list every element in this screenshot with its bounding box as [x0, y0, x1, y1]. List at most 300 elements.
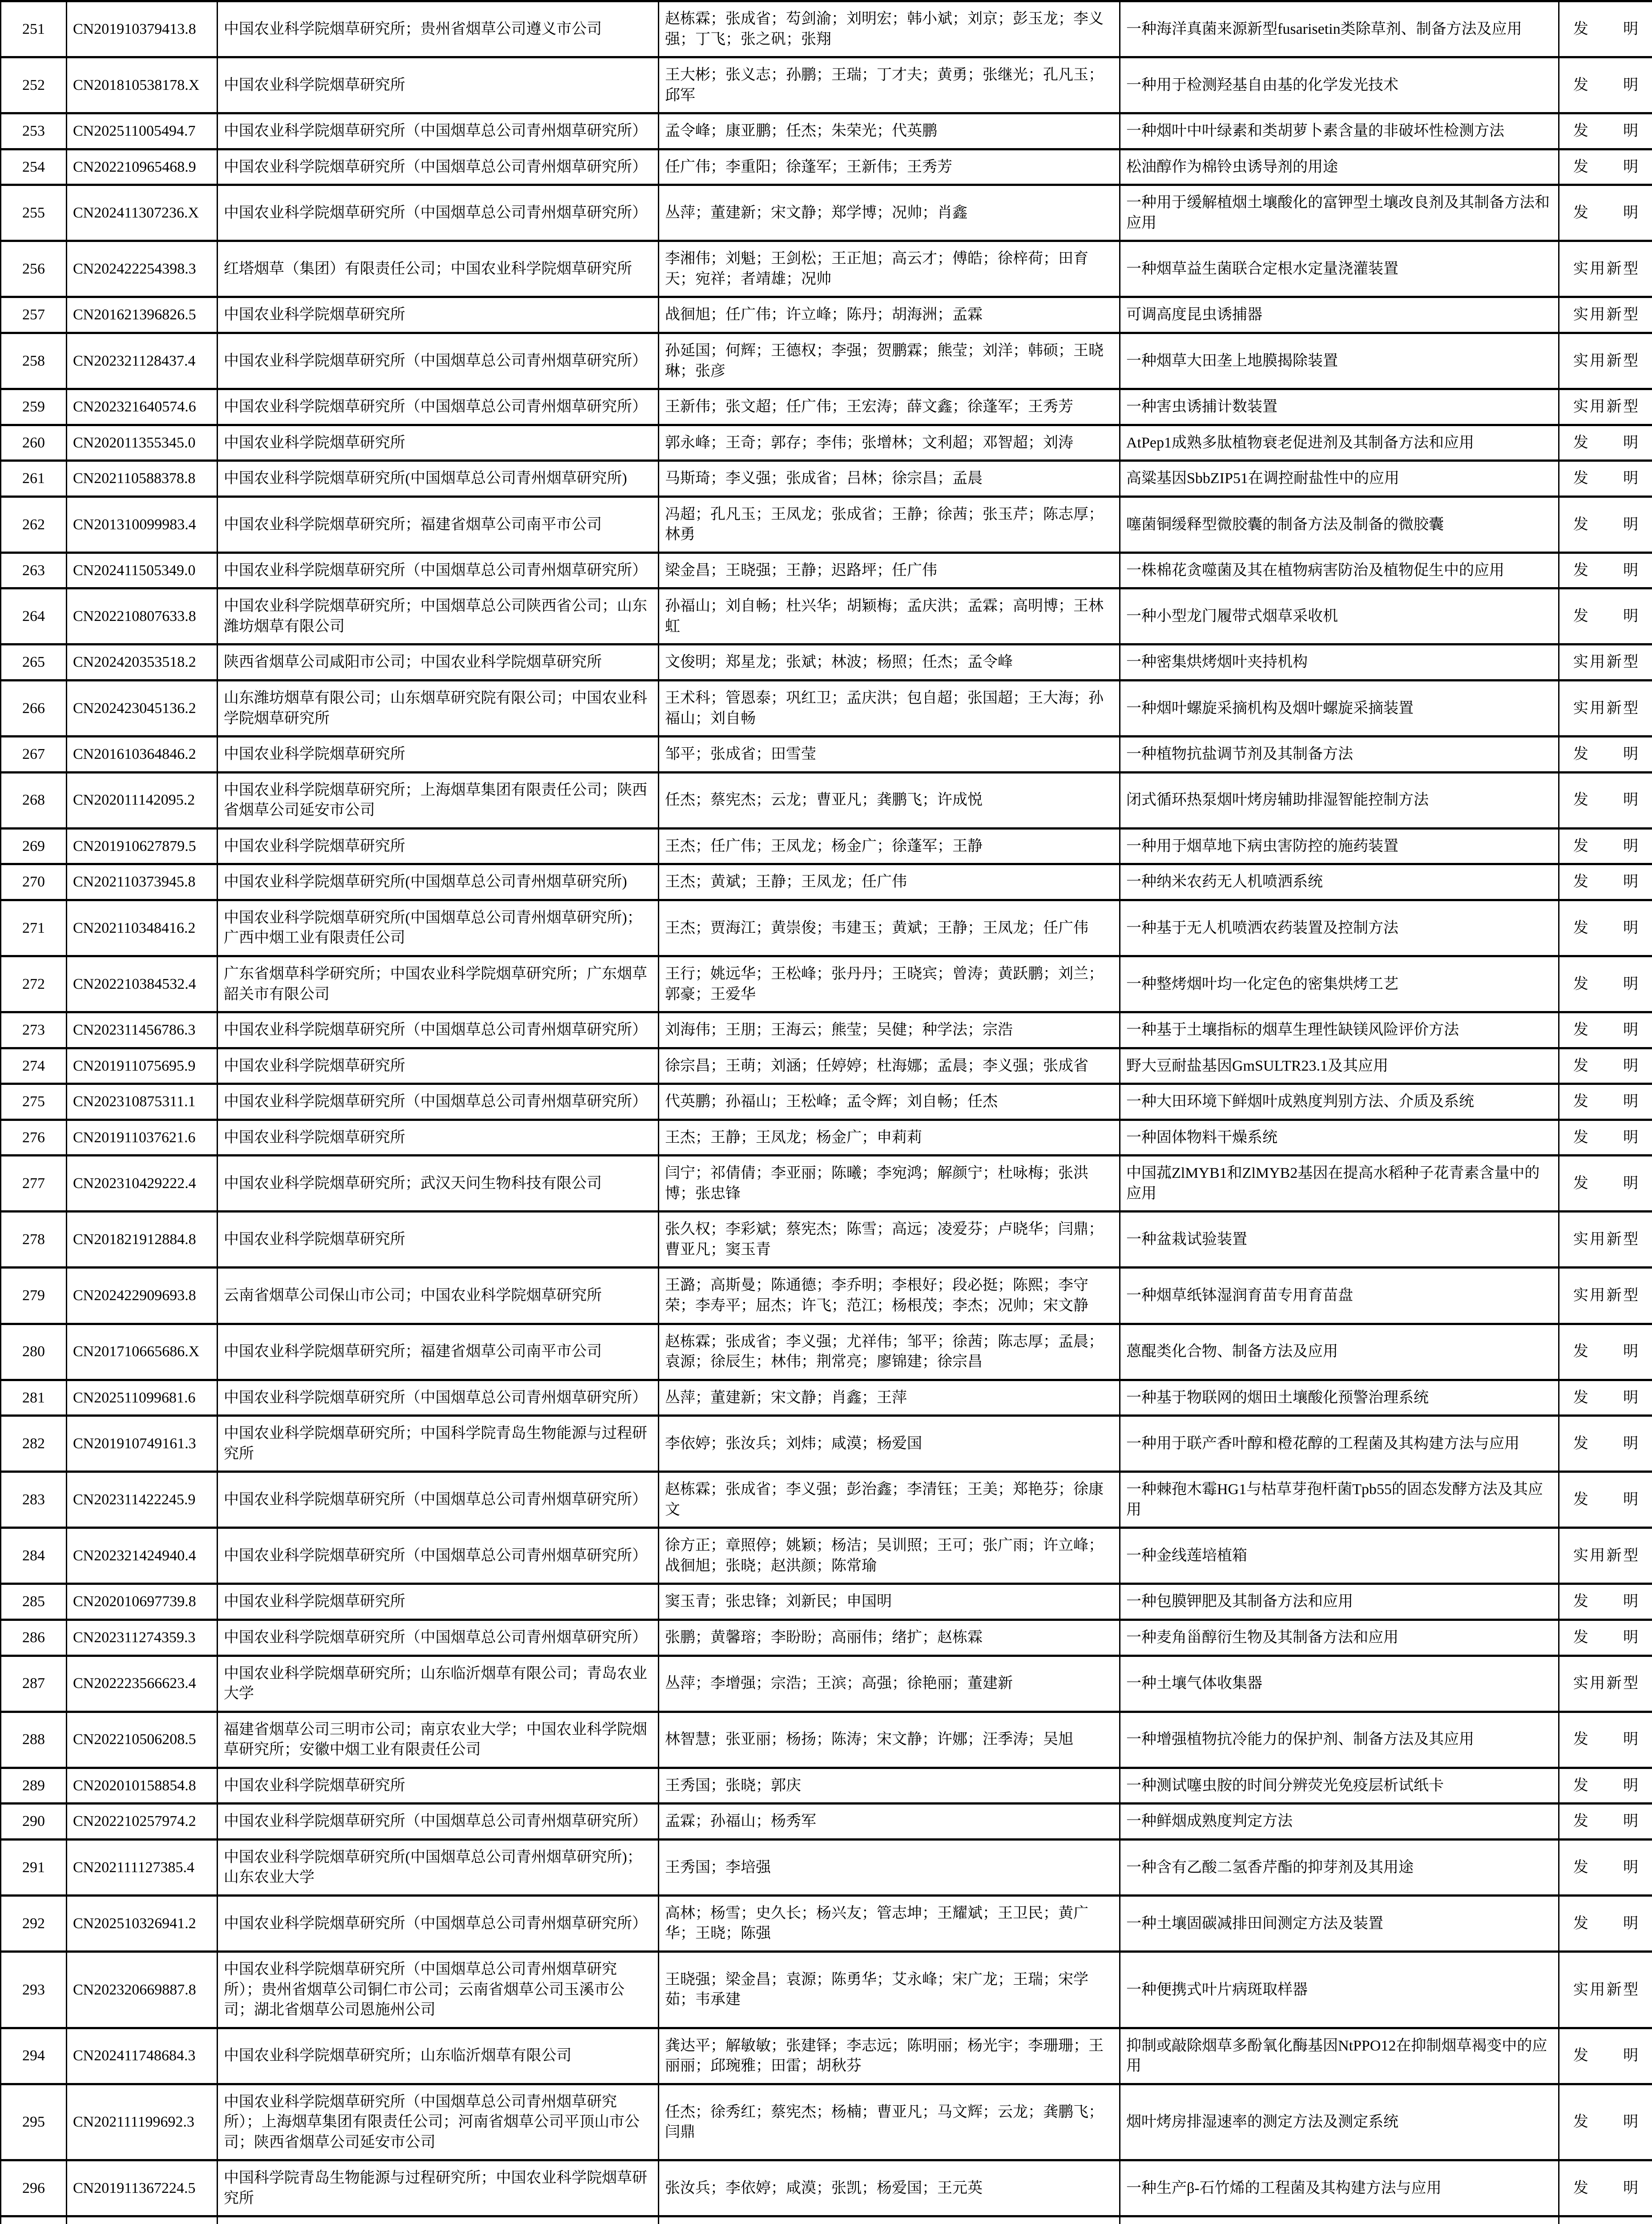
cell-inventors: 窦玉青；张忠锋；刘新民；申国明 — [659, 1584, 1120, 1620]
cell-patent-number: CN202210807633.8 — [67, 588, 218, 645]
cell-inventors: 王术科；管恩泰；巩红卫；孟庆洪；包自超；张国超；王大海；孙福山；刘自畅 — [659, 681, 1120, 737]
patent-type-label: 发明 — [1573, 744, 1638, 765]
cell-row-number: 268 — [1, 772, 67, 828]
cell-patent-number: CN201810538178.X — [67, 57, 218, 113]
cell-inventors: 孟令峰；康亚鹏；任杰；朱荣光；代英鹏 — [659, 113, 1120, 149]
table-row — [1, 864, 1652, 900]
patent-type-label: 发明 — [1573, 1811, 1638, 1832]
cell-patent-type — [1559, 1804, 1652, 1840]
cell-patent-type — [1559, 737, 1652, 773]
table-row — [1, 588, 1652, 645]
cell-row-number: 296 — [1, 2160, 67, 2216]
cell-row-number: 267 — [1, 737, 67, 773]
cell-applicants: 中国农业科学院烟草研究所（中国烟草总公司青州烟草研究所） — [218, 1472, 659, 1528]
cell-row-number: 276 — [1, 1120, 67, 1156]
cell-row-number: 293 — [1, 1952, 67, 2028]
cell-inventors: 马斯琦；李义强；张成省；吕林；徐宗昌；孟晨 — [659, 461, 1120, 497]
cell-row-number: 277 — [1, 1156, 67, 1212]
cell-patent-type — [1559, 1416, 1652, 1472]
cell-patent-number: CN202311456786.3 — [67, 1012, 218, 1048]
cell-applicants: 中国农业科学院烟草研究所（中国烟草总公司青州烟草研究所）；上海烟草集团有限责任公司；河南省烟草公司平顶山市公司；陕西省烟草公司延安市公司 — [218, 2084, 659, 2160]
cell-applicants: 中国农业科学院烟草研究所（中国烟草总公司青州烟草研究所） — [218, 1084, 659, 1120]
cell-applicants: 中国农业科学院烟草研究所；贵州省烟草公司遵义市公司 — [218, 1, 659, 57]
cell-row-number: 251 — [1, 1, 67, 57]
cell-patent-title: 野大豆耐盐基因GmSULTR23.1及其应用 — [1120, 1048, 1559, 1084]
cell-patent-type — [1559, 864, 1652, 900]
cell-patent-number: CN202420353518.2 — [67, 645, 218, 681]
cell-applicants: 中国农业科学院烟草研究所 — [218, 57, 659, 113]
cell-patent-type — [1559, 1656, 1652, 1712]
cell-patent-number: CN202422909693.8 — [67, 1268, 218, 1324]
patent-type-label: 发明 — [1573, 1128, 1638, 1148]
cell-patent-type — [1559, 149, 1652, 185]
cell-patent-number: CN202010158854.8 — [67, 1768, 218, 1804]
table-row — [1, 1656, 1652, 1712]
cell-applicants: 中国农业科学院烟草研究所 — [218, 737, 659, 773]
table-row — [1, 552, 1652, 588]
table-row — [1, 1895, 1652, 1951]
cell-applicants: 广东省烟草科学研究所；中国农业科学院烟草研究所；广东烟草韶关市有限公司 — [218, 956, 659, 1012]
patent-type-label: 实用新型 — [1573, 1229, 1638, 1250]
cell-patent-type — [1559, 1212, 1652, 1268]
patent-type-label: 发明 — [1573, 515, 1638, 535]
cell-patent-type — [1559, 461, 1652, 497]
cell-row-number: 257 — [1, 297, 67, 333]
cell-applicants: 中国农业科学院烟草研究所 — [218, 828, 659, 864]
cell-row-number: 280 — [1, 1324, 67, 1380]
cell-patent-type — [1559, 1156, 1652, 1212]
table-row — [1, 2160, 1652, 2216]
cell-patent-title: 一种鲜烟成熟度判定方法 — [1120, 1804, 1559, 1840]
cell-row-number: 278 — [1, 1212, 67, 1268]
patent-type-label: 发明 — [1573, 1776, 1638, 1796]
cell-inventors: 李依婷；张汝兵；刘炜；咸漠；杨爱国 — [659, 1416, 1120, 1472]
cell-patent-title: 闭式循环热泵烟叶烤房辅助排湿智能控制方法 — [1120, 772, 1559, 828]
cell-patent-title: 一种金线莲培植箱 — [1120, 1528, 1559, 1584]
cell-row-number: 275 — [1, 1084, 67, 1120]
patent-type-label: 发明 — [1573, 1388, 1638, 1408]
table-row — [1, 681, 1652, 737]
cell-applicants: 中国农业科学院烟草研究所(中国烟草总公司青州烟草研究所) — [218, 461, 659, 497]
table-row — [1, 185, 1652, 241]
cell-patent-type — [1559, 1084, 1652, 1120]
cell-applicants: 中国农业科学院烟草研究所；山东临沂烟草有限公司；青岛农业大学 — [218, 1656, 659, 1712]
cell-inventors: 任杰；蔡宪杰；云龙；曹亚凡；龚鹏飞；许成悦 — [659, 772, 1120, 828]
cell-inventors: 冯超；孔凡玉；王凤龙；张成省；王静；徐茜；张玉芹；陈志厚；林勇 — [659, 496, 1120, 552]
cell-inventors: 丛萍；董建新；宋文静；郑学博；况帅；肖鑫 — [659, 185, 1120, 241]
cell-applicants: 中国农业科学院烟草研究所；山东临沂烟草有限公司 — [218, 2028, 659, 2084]
cell-row-number: 264 — [1, 588, 67, 645]
cell-patent-number: CN202310875311.1 — [67, 1084, 218, 1120]
cell-patent-type — [1559, 681, 1652, 737]
table-row — [1, 1084, 1652, 1120]
cell-patent-number: CN202321424940.4 — [67, 1528, 218, 1584]
cell-inventors: 张久权；李彩斌；蔡宪杰；陈雪；高远；凌爱芬；卢晓华；闫鼎；曹亚凡；窦玉青 — [659, 1212, 1120, 1268]
cell-patent-title: 一种土壤气体收集器 — [1120, 1656, 1559, 1712]
cell-patent-number: CN201911037621.6 — [67, 1120, 218, 1156]
cell-patent-title: 一种基于无人机喷洒农药装置及控制方法 — [1120, 900, 1559, 956]
cell-inventors: 文俊明；郑星龙；张斌；林波；杨照；任杰；孟令峰 — [659, 645, 1120, 681]
cell-inventors: 代英鹏；孙福山；王松峰；孟令辉；刘自畅；任杰 — [659, 1084, 1120, 1120]
cell-patent-type — [1559, 1012, 1652, 1048]
cell-patent-title: 一种盆栽试验装置 — [1120, 1212, 1559, 1268]
cell-patent-number: CN202110373945.8 — [67, 864, 218, 900]
cell-row-number: 265 — [1, 645, 67, 681]
table-row — [1, 1380, 1652, 1416]
cell-row-number: 253 — [1, 113, 67, 149]
cell-inventors: 任广伟；李重阳；徐蓬军；王新伟；王秀芳 — [659, 149, 1120, 185]
table-row — [1, 1048, 1652, 1084]
patent-type-label: 发明 — [1573, 19, 1638, 40]
cell-applicants: 中国农业科学院烟草研究所（中国烟草总公司青州烟草研究所） — [218, 113, 659, 149]
patent-type-label: 发明 — [1573, 1729, 1638, 1750]
patent-type-label: 发明 — [1573, 157, 1638, 177]
cell-row-number: 258 — [1, 333, 67, 389]
cell-patent-type — [1559, 496, 1652, 552]
cell-patent-title: 噻菌铜缓释型微胶囊的制备方法及制备的微胶囊 — [1120, 496, 1559, 552]
cell-patent-number: CN202210506208.5 — [67, 1712, 218, 1768]
cell-applicants: 中国农业科学院烟草研究所 — [218, 1048, 659, 1084]
patent-type-label: 发明 — [1573, 2112, 1638, 2132]
table-row — [1, 1952, 1652, 2028]
cell-patent-title: 蒽醌类化合物、制备方法及应用 — [1120, 1324, 1559, 1380]
cell-patent-number: CN202210384532.4 — [67, 956, 218, 1012]
cell-applicants: 中国农业科学院烟草研究所(中国烟草总公司青州烟草研究所)；广西中烟工业有限责任公司 — [218, 900, 659, 956]
cell-row-number: 269 — [1, 828, 67, 864]
cell-inventors: 邹平；张成省；田雪莹 — [659, 737, 1120, 773]
cell-applicants — [218, 2216, 659, 2224]
cell-row-number: 272 — [1, 956, 67, 1012]
table-row — [1, 461, 1652, 497]
table-row — [1, 1324, 1652, 1380]
table-row — [1, 2028, 1652, 2084]
cell-inventors: 王晓强；梁金昌；袁源；陈勇华；艾永峰；宋广龙；王瑞；宋学茹；韦承建 — [659, 1952, 1120, 2028]
patent-type-label: 发明 — [1573, 1914, 1638, 1934]
patent-type-label: 发明 — [1573, 468, 1638, 489]
cell-row-number: 260 — [1, 425, 67, 461]
patent-type-label: 发明 — [1573, 606, 1638, 627]
cell-patent-type — [1559, 1528, 1652, 1584]
patent-type-label: 实用新型 — [1573, 1980, 1638, 2000]
cell-patent-title: 一种烟叶螺旋采摘机构及烟叶螺旋采摘装置 — [1120, 681, 1559, 737]
cell-applicants: 中国农业科学院烟草研究所 — [218, 1212, 659, 1268]
cell-patent-type — [1559, 113, 1652, 149]
table-row — [1, 1156, 1652, 1212]
cell-row-number: 270 — [1, 864, 67, 900]
patent-type-label: 实用新型 — [1573, 1673, 1638, 1694]
cell-patent-number: CN202110348416.2 — [67, 900, 218, 956]
cell-row-number: 252 — [1, 57, 67, 113]
cell-patent-type — [1559, 1268, 1652, 1324]
table-row — [1, 1012, 1652, 1048]
cell-patent-number: CN201621396826.5 — [67, 297, 218, 333]
cell-patent-type — [1559, 1584, 1652, 1620]
cell-patent-title: 一种纳米农药无人机喷洒系统 — [1120, 864, 1559, 900]
cell-patent-number: CN202423045136.2 — [67, 681, 218, 737]
cell-patent-number: CN201910749161.3 — [67, 1416, 218, 1472]
cell-row-number: 287 — [1, 1656, 67, 1712]
cell-patent-number: CN201821912884.8 — [67, 1212, 218, 1268]
cell-patent-type — [1559, 1895, 1652, 1951]
cell-patent-number: CN202111127385.4 — [67, 1839, 218, 1895]
cell-row-number: 256 — [1, 241, 67, 297]
cell-applicants: 中国农业科学院烟草研究所（中国烟草总公司青州烟草研究所） — [218, 1804, 659, 1840]
cell-patent-type — [1559, 1380, 1652, 1416]
cell-patent-title: 一种用于检测羟基自由基的化学发光技术 — [1120, 57, 1559, 113]
cell-row-number: 283 — [1, 1472, 67, 1528]
cell-patent-type — [1559, 552, 1652, 588]
cell-applicants: 山东潍坊烟草有限公司；山东烟草研究院有限公司；中国农业科学院烟草研究所 — [218, 681, 659, 737]
cell-inventors: 任杰；徐秀红；蔡宪杰；杨楠；曹亚凡；马文辉；云龙；龚鹏飞；闫鼎 — [659, 2084, 1120, 2160]
cell-patent-number: CN201910379413.8 — [67, 1, 218, 57]
cell-applicants: 中国农业科学院烟草研究所；中国科学院青岛生物能源与过程研究所 — [218, 1416, 659, 1472]
cell-applicants: 福建省烟草公司三明市公司；南京农业大学；中国农业科学院烟草研究所；安徽中烟工业有限责任公司 — [218, 1712, 659, 1768]
patent-type-label: 发明 — [1573, 1056, 1638, 1076]
patent-type-label: 实用新型 — [1573, 652, 1638, 673]
cell-row-number: 294 — [1, 2028, 67, 2084]
cell-inventors: 张汝兵；李依婷；咸漠；张凯；杨爱国；王元英 — [659, 2160, 1120, 2216]
cell-inventors: 孙福山；刘自畅；杜兴华；胡颖梅；孟庆洪；孟霖；高明博；王林虹 — [659, 588, 1120, 645]
cell-patent-title: 一种海洋真菌来源新型fusarisetin类除草剂、制备方法及应用 — [1120, 1, 1559, 57]
patent-type-label: 发明 — [1573, 2046, 1638, 2066]
cell-applicants: 红塔烟草（集团）有限责任公司；中国农业科学院烟草研究所 — [218, 241, 659, 297]
cell-patent-number: CN202223566623.4 — [67, 1656, 218, 1712]
cell-inventors: 王杰；任广伟；王凤龙；杨金广；徐蓬军；王静 — [659, 828, 1120, 864]
cell-inventors: 丛萍；李增强；宗浩；王滨；高强；徐艳丽；董建新 — [659, 1656, 1120, 1712]
patent-type-label: 发明 — [1573, 1020, 1638, 1040]
cell-patent-type — [1559, 425, 1652, 461]
cell-patent-type — [1559, 1048, 1652, 1084]
table-row — [1, 57, 1652, 113]
cell-patent-type — [1559, 1620, 1652, 1656]
cell-patent-type — [1559, 185, 1652, 241]
cell-patent-title: 一种基于物联网的烟田土壤酸化预警治理系统 — [1120, 1380, 1559, 1416]
cell-inventors: 王新伟；张文超；任广伟；王宏涛；薛文鑫；徐蓬军；王秀芳 — [659, 389, 1120, 425]
table-row — [1, 1472, 1652, 1528]
table-row — [1, 1268, 1652, 1324]
cell-patent-type — [1559, 1768, 1652, 1804]
cell-patent-type — [1559, 57, 1652, 113]
patent-type-label: 发明 — [1573, 790, 1638, 810]
patent-type-label: 发明 — [1573, 121, 1638, 141]
cell-applicants: 中国农业科学院烟草研究所（中国烟草总公司青州烟草研究所） — [218, 1620, 659, 1656]
table-row — [1, 297, 1652, 333]
cell-patent-type — [1559, 900, 1652, 956]
cell-patent-title: 一种土壤固碳减排田间测定方法及装置 — [1120, 1895, 1559, 1951]
cell-patent-type — [1559, 1839, 1652, 1895]
cell-row-number: 292 — [1, 1895, 67, 1951]
cell-patent-type — [1559, 772, 1652, 828]
cell-applicants: 中国农业科学院烟草研究所（中国烟草总公司青州烟草研究所） — [218, 1895, 659, 1951]
cell-row-number — [1, 2216, 67, 2224]
cell-patent-number: CN202510326941.2 — [67, 1895, 218, 1951]
cell-patent-type — [1559, 2028, 1652, 2084]
cell-inventors: 战徊旭；任广伟；许立峰；陈丹；胡海洲；孟霖 — [659, 297, 1120, 333]
patent-type-label: 发明 — [1573, 1591, 1638, 1612]
patent-type-label: 发明 — [1573, 2178, 1638, 2199]
table-row — [1, 1212, 1652, 1268]
cell-patent-number: CN202411307236.X — [67, 185, 218, 241]
cell-patent-number: CN202422254398.3 — [67, 241, 218, 297]
table-row — [1, 900, 1652, 956]
cell-patent-title: 一种增强植物抗冷能力的保护剂、制备方法及其应用 — [1120, 1712, 1559, 1768]
cell-patent-title: AtPep1成熟多肽植物衰老促进剂及其制备方法和应用 — [1120, 425, 1559, 461]
cell-inventors: 孟霖；孙福山；杨秀军 — [659, 1804, 1120, 1840]
cell-patent-type — [1559, 389, 1652, 425]
cell-patent-number: CN202511005494.7 — [67, 113, 218, 149]
cell-row-number: 255 — [1, 185, 67, 241]
cell-applicants: 中国农业科学院烟草研究所 — [218, 297, 659, 333]
cell-row-number: 262 — [1, 496, 67, 552]
cell-patent-type — [1559, 1, 1652, 57]
cell-row-number: 273 — [1, 1012, 67, 1048]
cell-inventors: 王秀国；李培强 — [659, 1839, 1120, 1895]
cell-patent-number: CN202111199692.3 — [67, 2084, 218, 2160]
patent-type-label: 发明 — [1573, 1490, 1638, 1510]
cell-applicants: 云南省烟草公司保山市公司；中国农业科学院烟草研究所 — [218, 1268, 659, 1324]
cell-applicants: 中国农业科学院烟草研究所 — [218, 1584, 659, 1620]
cell-patent-type — [1559, 297, 1652, 333]
patent-type-label: 实用新型 — [1573, 397, 1638, 417]
cell-patent-number: CN202511099681.6 — [67, 1380, 218, 1416]
cell-applicants: 中国农业科学院烟草研究所（中国烟草总公司青州烟草研究所） — [218, 1528, 659, 1584]
cell-patent-title: 烟叶烤房排湿速率的测定方法及测定系统 — [1120, 2084, 1559, 2160]
table-row — [1, 496, 1652, 552]
cell-applicants: 中国农业科学院烟草研究所(中国烟草总公司青州烟草研究所)；山东农业大学 — [218, 1839, 659, 1895]
patent-type-label: 发明 — [1573, 1173, 1638, 1194]
cell-applicants: 中国农业科学院烟草研究所（中国烟草总公司青州烟草研究所） — [218, 1380, 659, 1416]
cell-patent-title: 一种整烤烟叶均一化定色的密集烘烤工艺 — [1120, 956, 1559, 1012]
cell-applicants: 中国农业科学院烟草研究所（中国烟草总公司青州烟草研究所） — [218, 149, 659, 185]
cell-patent-number: CN202320669887.8 — [67, 1952, 218, 2028]
table-row — [1, 737, 1652, 773]
cell-patent-number: CN202321128437.4 — [67, 333, 218, 389]
cell-patent-number: CN202311274359.3 — [67, 1620, 218, 1656]
patent-type-label: 发明 — [1573, 75, 1638, 96]
cell-applicants: 中国农业科学院烟草研究所；福建省烟草公司南平市公司 — [218, 1324, 659, 1380]
table-row — [1, 241, 1652, 297]
cell-patent-type — [1559, 588, 1652, 645]
table-row — [1, 113, 1652, 149]
cell-patent-title: 中国菰ZlMYB1和ZlMYB2基因在提高水稻种子花青素含量中的应用 — [1120, 1156, 1559, 1212]
cell-patent-title: 一种小型龙门履带式烟草采收机 — [1120, 588, 1559, 645]
cell-patent-type — [1559, 241, 1652, 297]
cell-patent-number: CN202411748684.3 — [67, 2028, 218, 2084]
cell-applicants: 中国农业科学院烟草研究所 — [218, 1120, 659, 1156]
table-row — [1, 828, 1652, 864]
cell-patent-title: 一种包膜钾肥及其制备方法和应用 — [1120, 1584, 1559, 1620]
cell-row-number: 281 — [1, 1380, 67, 1416]
table-row — [1, 149, 1652, 185]
cell-inventors: 赵栋霖；张成省；李义强；彭治鑫；李清钰；王美；郑艳芬；徐康文 — [659, 1472, 1120, 1528]
cell-row-number: 288 — [1, 1712, 67, 1768]
table-row — [1, 1120, 1652, 1156]
cell-row-number: 289 — [1, 1768, 67, 1804]
table-row — [1, 2216, 1652, 2224]
cell-patent-title: 一种基于土壤指标的烟草生理性缺镁风险评价方法 — [1120, 1012, 1559, 1048]
cell-patent-type — [1559, 1952, 1652, 2028]
cell-patent-title: 松油醇作为棉铃虫诱导剂的用途 — [1120, 149, 1559, 185]
table-row — [1, 1768, 1652, 1804]
patent-type-label: 发明 — [1573, 1628, 1638, 1648]
cell-patent-number: CN201710665686.X — [67, 1324, 218, 1380]
cell-inventors: 赵栋霖；张成省；芶剑渝；刘明宏；韩小斌；刘京；彭玉龙；李义强；丁飞；张之矾；张翔 — [659, 1, 1120, 57]
cell-patent-title: 一种固体物料干燥系统 — [1120, 1120, 1559, 1156]
cell-applicants: 中国农业科学院烟草研究所（中国烟草总公司青州烟草研究所） — [218, 1012, 659, 1048]
cell-patent-title: 一种植物抗盐调节剂及其制备方法 — [1120, 737, 1559, 773]
cell-applicants: 中国农业科学院烟草研究所(中国烟草总公司青州烟草研究所) — [218, 864, 659, 900]
cell-patent-number: CN202010697739.8 — [67, 1584, 218, 1620]
cell-patent-title: 一种用于联产香叶醇和橙花醇的工程菌及其构建方法与应用 — [1120, 1416, 1559, 1472]
patent-type-label: 发明 — [1573, 836, 1638, 857]
patent-type-label: 发明 — [1573, 433, 1638, 453]
cell-applicants: 中国农业科学院烟草研究所 — [218, 425, 659, 461]
table-row — [1, 1620, 1652, 1656]
patent-type-label: 实用新型 — [1573, 698, 1638, 719]
patent-type-label: 实用新型 — [1573, 305, 1638, 325]
cell-inventors: 李湘伟；刘魁；王剑松；王正旭；高云才；傅皓；徐梓荷；田育天；宛祥；者靖雄；况帅 — [659, 241, 1120, 297]
cell-inventors: 丛萍；董建新；宋文静；肖鑫；王萍 — [659, 1380, 1120, 1416]
table-row — [1, 1, 1652, 57]
cell-patent-number: CN202011142095.2 — [67, 772, 218, 828]
cell-patent-number: CN201610364846.2 — [67, 737, 218, 773]
cell-patent-title: 一种生产β-石竹烯的工程菌及其构建方法与应用 — [1120, 2160, 1559, 2216]
cell-row-number: 295 — [1, 2084, 67, 2160]
cell-row-number: 282 — [1, 1416, 67, 1472]
cell-patent-type — [1559, 645, 1652, 681]
cell-patent-title: 一种烟草益生菌联合定根水定量浇灌装置 — [1120, 241, 1559, 297]
cell-inventors — [659, 2216, 1120, 2224]
cell-patent-title: 一种含有乙酸二氢香芹酯的抑芽剂及其用途 — [1120, 1839, 1559, 1895]
cell-applicants: 中国农业科学院烟草研究所；上海烟草集团有限责任公司；陕西省烟草公司延安市公司 — [218, 772, 659, 828]
cell-inventors: 王杰；王静；王凤龙；杨金广；申莉莉 — [659, 1120, 1120, 1156]
cell-inventors: 林智慧；张亚丽；杨扬；陈涛；宋文静；许娜；汪季涛；吴旭 — [659, 1712, 1120, 1768]
patent-type-label: 实用新型 — [1573, 351, 1638, 371]
cell-patent-type — [1559, 2084, 1652, 2160]
cell-patent-number: CN202411505349.0 — [67, 552, 218, 588]
cell-row-number: 291 — [1, 1839, 67, 1895]
cell-patent-type — [1559, 2216, 1652, 2224]
cell-patent-number: CN201310099983.4 — [67, 496, 218, 552]
cell-applicants: 中国农业科学院烟草研究所 — [218, 1768, 659, 1804]
table-row — [1, 389, 1652, 425]
cell-patent-title: 一种烟草大田垄上地膜揭除装置 — [1120, 333, 1559, 389]
cell-patent-number: CN201910627879.5 — [67, 828, 218, 864]
cell-row-number: 285 — [1, 1584, 67, 1620]
cell-patent-title: 高粱基因SbbZIP51在调控耐盐性中的应用 — [1120, 461, 1559, 497]
cell-inventors: 闫宁；祁倩倩；李亚丽；陈曦；李宛鸿；解颜宁；杜咏梅；张洪博；张忠锋 — [659, 1156, 1120, 1212]
cell-row-number: 290 — [1, 1804, 67, 1840]
cell-patent-number — [67, 2216, 218, 2224]
cell-row-number: 261 — [1, 461, 67, 497]
cell-patent-title: 一种害虫诱捕计数装置 — [1120, 389, 1559, 425]
cell-applicants: 中国农业科学院烟草研究所（中国烟草总公司青州烟草研究所） — [218, 333, 659, 389]
table-row — [1, 425, 1652, 461]
cell-patent-title: 一种大田环境下鲜烟叶成熟度判别方法、介质及系统 — [1120, 1084, 1559, 1120]
cell-patent-number: CN202310429222.4 — [67, 1156, 218, 1212]
cell-patent-title: 一种用于缓解植烟土壤酸化的富钾型土壤改良剂及其制备方法和应用 — [1120, 185, 1559, 241]
cell-patent-type — [1559, 1120, 1652, 1156]
patent-type-label: 发明 — [1573, 1857, 1638, 1878]
cell-applicants: 中国农业科学院烟草研究所；福建省烟草公司南平市公司 — [218, 496, 659, 552]
cell-applicants: 中国农业科学院烟草研究所（中国烟草总公司青州烟草研究所）；贵州省烟草公司铜仁市公司；云南省烟草公司玉溪市公司；湖北省烟草公司恩施州公司 — [218, 1952, 659, 2028]
table-row — [1, 956, 1652, 1012]
cell-inventors: 徐宗昌；王萌；刘涵；任婷婷；杜海娜；孟晨；李义强；张成省 — [659, 1048, 1120, 1084]
cell-patent-title: 一种密集烘烤烟叶夹持机构 — [1120, 645, 1559, 681]
cell-inventors: 王大彬；张义志；孙鹏；王瑞；丁才夫；黄勇；张继光；孔凡玉；邱军 — [659, 57, 1120, 113]
cell-patent-title — [1120, 2216, 1559, 2224]
cell-patent-type — [1559, 1324, 1652, 1380]
